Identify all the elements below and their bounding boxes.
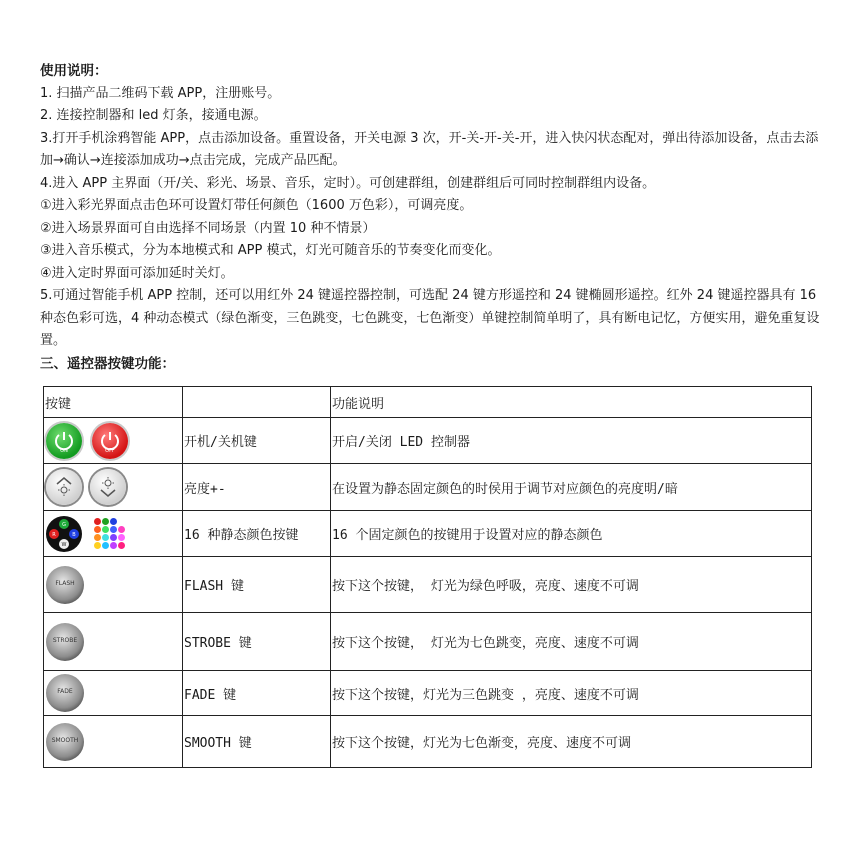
table-row [44,464,812,511]
palette-swatch [94,534,101,541]
color-buttons-cell [44,511,183,557]
palette-swatch [118,526,125,533]
palette-swatch [110,542,117,549]
instructions-section [40,60,830,375]
strobe-button-label: STROBE [52,636,78,644]
red-key-label: R [52,531,56,538]
key-name: SMOOTH 键 [183,716,331,768]
color-palette-icon [94,518,125,549]
header-key: 按键 [44,387,183,418]
table-row [44,613,812,671]
palette-swatch [94,518,101,525]
smooth-button-cell [44,716,183,768]
key-description: 按下这个按键， 灯光为绿色呼吸，亮度、速度不可调 [331,557,812,613]
palette-swatch [102,534,109,541]
brightness-up-icon [46,469,82,505]
palette-swatch [102,526,109,533]
white-key-label: W [61,541,67,548]
palette-swatch [102,542,109,549]
table-row [44,716,812,768]
palette-swatch [94,542,101,549]
instruction-sub-3: ③进入音乐模式，分为本地模式和 APP 模式，灯光可随音乐的节奏变化而变化。 [40,243,501,258]
palette-swatch [102,518,109,525]
flash-button-icon [46,566,84,604]
key-description: 按下这个按键， 灯光为七色跳变，亮度、速度不可调 [331,613,812,671]
instruction-sub-1: ①进入彩光界面点击色环可设置灯带任何颜色（1600 万色彩），可调亮度。 [40,198,473,213]
fade-button-label: FADE [57,688,73,695]
key-name: FLASH 键 [183,557,331,613]
palette-swatch [110,526,117,533]
flash-button-cell [44,557,183,613]
key-description: 16 个固定颜色的按键用于设置对应的静态颜色 [331,511,812,557]
power-off-label: OFF [105,447,115,454]
table-row [44,511,812,557]
key-name: STROBE 键 [183,613,331,671]
key-name: FADE 键 [183,671,331,716]
key-description: 按下这个按键，灯光为三色跳变 ，亮度、速度不可调 [331,671,812,716]
header-function: 功能说明 [331,387,812,418]
brightness-buttons-cell [44,464,183,511]
remote-heading: 三、遥控器按键功能： [40,355,175,372]
key-name: 开机/关机键 [183,418,331,464]
strobe-button-icon [46,623,84,661]
brightness-down-icon [90,469,126,505]
palette-swatch [118,542,125,549]
key-description: 开启/关闭 LED 控制器 [331,418,812,464]
palette-swatch [110,534,117,541]
instruction-step-5: 5.可通过智能手机 APP 控制，还可以用红外 24 键遥控器控制，可选配 24 键方形遥控和 24 键椭圆形遥控。红外 24 键遥控器具有 16 种态色彩可选，4 种动态模式（绿色渐变，三色跳变，七色跳变，七色渐变）单键控制简单明了，具有断电记忆，方便实用，避免重复设置。 [40,288,820,348]
fade-button-cell [44,671,183,716]
table-row [44,671,812,716]
palette-swatch [118,534,125,541]
power-buttons-cell [44,418,183,464]
table-row [44,557,812,613]
power-on-icon [46,423,82,459]
palette-swatch [94,526,101,533]
table-header-row [44,387,812,418]
palette-swatch [118,518,125,525]
instructions-title: 使用说明： [40,63,108,79]
instruction-step-3: 3.打开手机涂鸦智能 APP，点击添加设备。重置设备，开关电源 3 次，开-关-开-关-开，进入快闪状态配对，弹出待添加设备，点击去添加→确认→连接添加成功→点击完成，完成产品匹配。 [40,130,819,168]
header-empty [183,387,331,418]
key-name: 16 种静态颜色按键 [183,511,331,557]
power-on-label: ON [60,447,68,454]
instruction-sub-2: ②进入场景界面可自由选择不同场景（内置 10 种不情景） [40,220,376,236]
blue-key-label: B [72,531,76,538]
smooth-button-label: SMOOTH [51,736,79,744]
instruction-step-2: 2. 连接控制器和 led 灯条，接通电源。 [40,108,267,123]
instruction-step-1: 1. 扫描产品二维码下载 APP，注册账号。 [40,85,281,101]
fade-button-icon [46,674,84,712]
key-description: 在设置为静态固定颜色的时侯用于调节对应颜色的亮度明/暗 [331,464,812,511]
power-off-icon [92,423,128,459]
green-key-label: G [62,521,66,528]
instruction-sub-4: ④进入定时界面可添加延时关灯。 [40,265,234,281]
palette-swatch [110,518,117,525]
strobe-button-cell [44,613,183,671]
key-name: 亮度+- [183,464,331,511]
remote-keys-table [43,386,812,768]
key-description: 按下这个按键，灯光为七色渐变，亮度、速度不可调 [331,716,812,768]
rgbw-buttons-icon [46,516,82,552]
table-row [44,418,812,464]
instruction-step-4: 4.进入 APP 主界面（开/关、彩光、场景、音乐，定时）。可创建群组，创建群组后可同时控制群组内设备。 [40,175,656,191]
flash-button-label: FLASH [55,579,75,587]
smooth-button-icon [46,723,84,761]
